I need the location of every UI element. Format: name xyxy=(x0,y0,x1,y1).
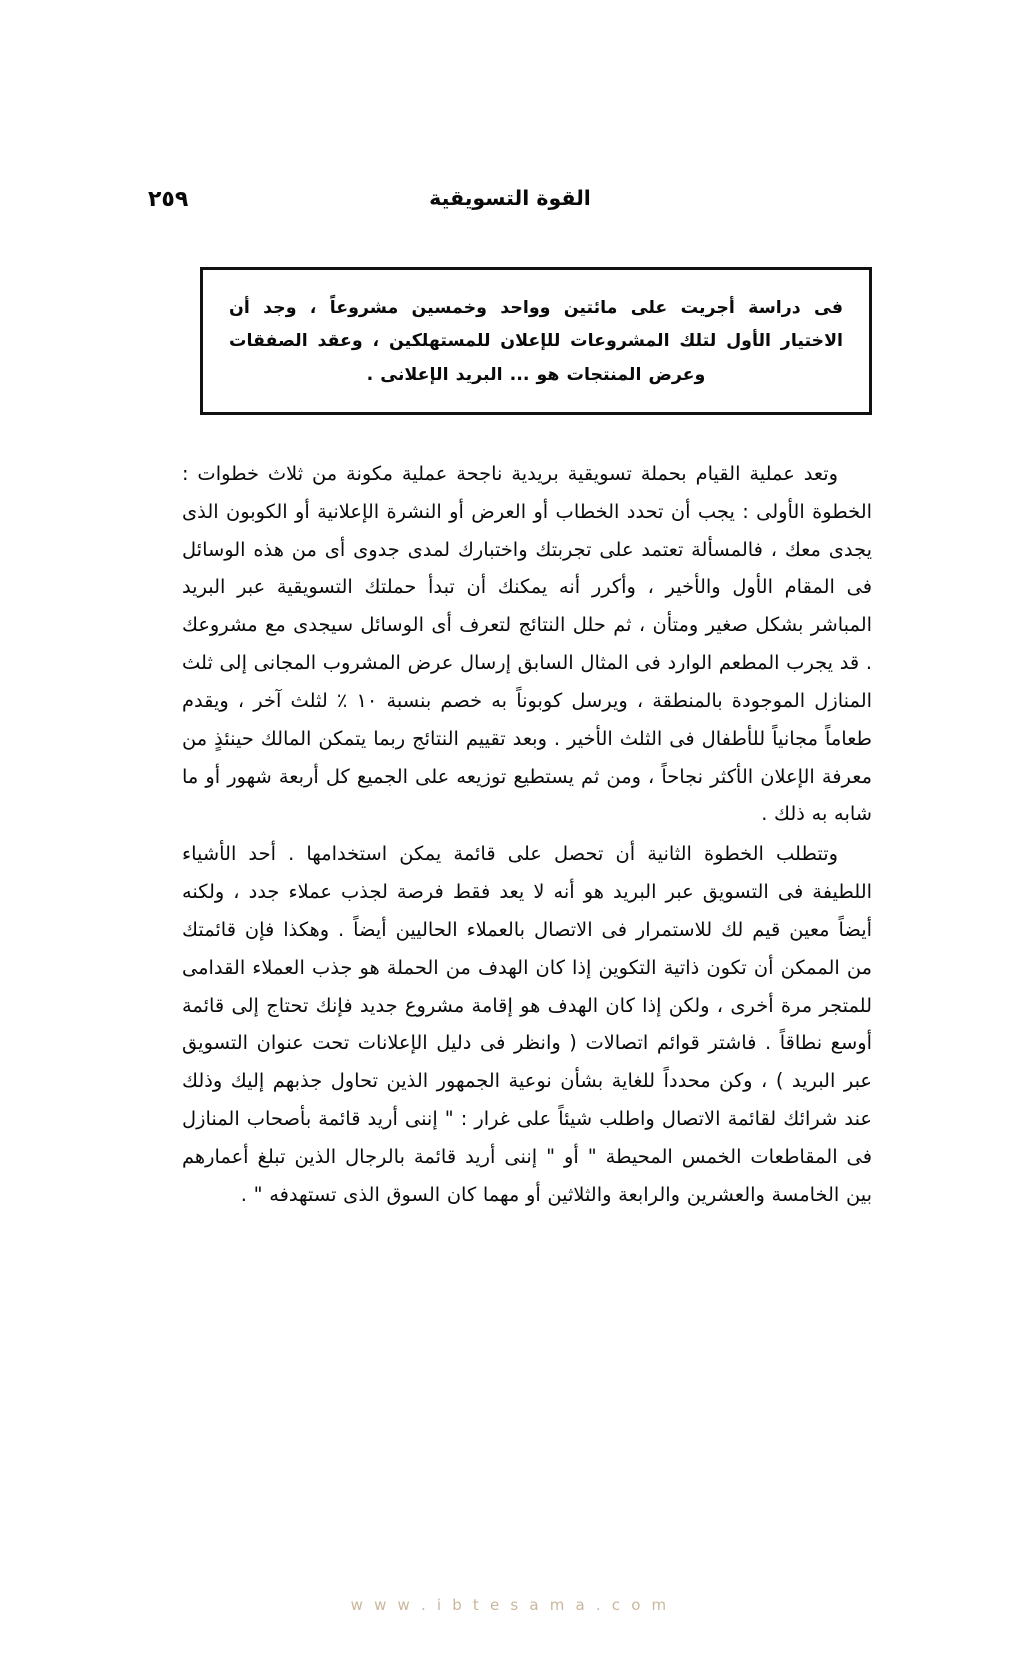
running-head xyxy=(148,186,872,220)
pull-quote-box xyxy=(200,267,872,415)
site-watermark: w w w . i b t e s a m a . c o m xyxy=(350,1596,670,1614)
book-title: القوة التسويقية xyxy=(429,186,591,210)
body-paragraph: وتعد عملية القيام بحملة تسويقية بريدية ناجحة عملية مكونة من ثلاث خطوات : الخطوة الأولى : يجب أن تحدد الخطاب أو العرض أو النشرة الإعلانية أو الكوبون الذى يجدى معك ، فالمسألة تعتمد على تجربتك واختبارك لمدى جدوى أى من هذه الوسائل فى المقام الأول والأخير ، وأكرر أنه يمكنك أن تبدأ حملتك التسويقية عبر البريد المباشر بشكل صغير ومتأن ، ثم حلل النتائج لتعرف أى الوسائل سيجدى مع مشروعك . قد يجرب المطعم الوارد فى المثال السابق إرسال عرض المشروب المجانى إلى ثلث المنازل الموجودة بالمنطقة ، ويرسل كوبوناً به خصم بنسبة ١٠ ٪ لثلث آخر ، ويقدم طعاماً مجانياً للأطفال فى الثلث الأخير . وبعد تقييم النتائج ربما يتمكن المالك حينئذٍ من معرفة الإعلان الأكثر نجاحاً ، ومن ثم يستطيع توزيعه على الجميع كل أربعة شهور أو ما شابه به ذلك . xyxy=(182,462,872,826)
pull-quote-text: فى دراسة أجريت على مائتين وواحد وخمسين مشروعاً ، وجد أن الاختيار الأول لتلك المشروعات للإعلان للمستهلكين ، وعقد الصفقات وعرض المنتجات هو ... البريد الإعلانى . xyxy=(229,298,843,385)
body-paragraph: وتتطلب الخطوة الثانية أن تحصل على قائمة يمكن استخدامها . أحد الأشياء اللطيفة فى التسويق عبر البريد هو أنه لا يعد فقط فرصة لجذب عملاء جدد ، ولكنه أيضاً معين قيم لك للاستمرار فى الاتصال بالعملاء الحاليين أيضاً . وهكذا فإن قائمتك من الممكن أن تكون ذاتية التكوين إذا كان الهدف من الحملة هو جذب العملاء القدامى للمتجر مرة أخرى ، ولكن إذا كان الهدف هو إقامة مشروع جديد فإنك تحتاج إلى قائمة أوسع نطاقاً . فاشتر قوائم اتصالات ( وانظر فى دليل الإعلانات تحت عنوان التسويق عبر البريد ) ، وكن محدداً للغاية بشأن نوعية الجمهور الذين تحاول جذبهم إليك وذلك عند شرائك لقائمة الاتصال واطلب شيئاً على غرار : " إننى أريد قائمة بأصحاب المنازل فى المقاطعات الخمس المحيطة " أو " إننى أريد قائمة بالرجال الذين تبلغ أعمارهم بين الخامسة والعشرين والرابعة والثلاثين أو مهما كان السوق الذى تستهدفه " . xyxy=(182,842,872,1206)
page-number: ٢٥٩ xyxy=(148,187,189,212)
body-text-column xyxy=(182,455,872,1214)
